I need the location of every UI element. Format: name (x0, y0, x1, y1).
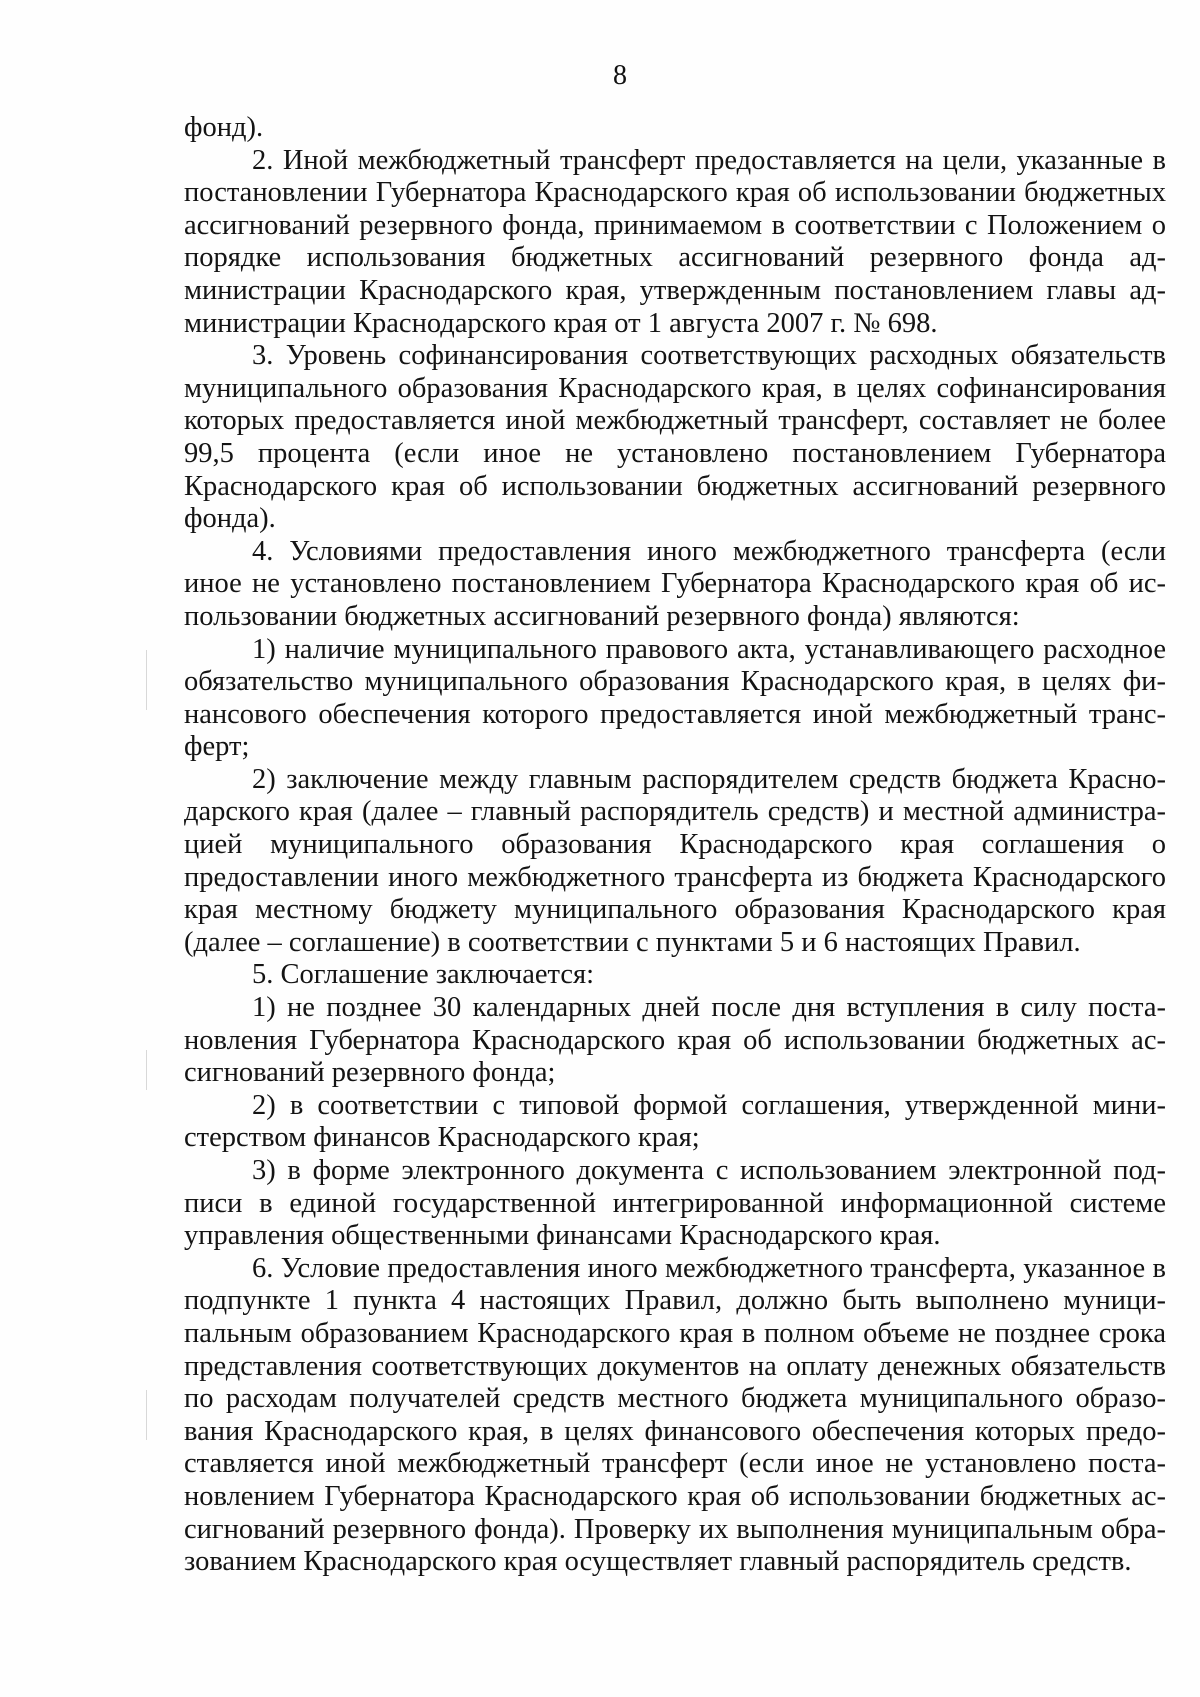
paragraph-item-3: 3. Уровень софинансирования соответствующих расходных обязательств муниципального образования Краснодарского края, в целях софинансирования которых предоставляется иной межбюджетный трансферт, составляет не более 99,5 процента (если иное не установлено постановлением Губернатора Краснодарского края об использовании бюджетных ассигнований резервного фонда). (184, 340, 1166, 535)
subparagraph-5-2: 2) в соответствии с типовой формой соглашения, утвержденной министерством финансов Краснодарского края; (184, 1089, 1166, 1154)
paragraph-item-6: 6. Условие предоставления иного межбюджетного трансферта, указанное в подпункте 1 пункта 4 настоящих Правил, должно быть выполнено муниципальным образованием Краснодарского края в полном объеме не позднее срока представления соответствующих документов на оплату денежных обязательств по расходам получателей средств местного бюджета муниципального образования Краснодарского края, в целях финансового обеспечения которых предоставляется иной межбюджетный трансферт (если иное не установлено постановлением Губернатора Краснодарского края об использовании бюджетных ассигнований резервного фонда). Проверку их выполнения муниципальным образованием Краснодарского края осуществляет главный распорядитель средств. (184, 1252, 1166, 1578)
page-number: 8 (613, 60, 627, 91)
scan-artifact-line (146, 1050, 147, 1090)
scan-artifact-line (146, 650, 147, 710)
subparagraph-4-1: 1) наличие муниципального правового акта, устанавливающего расходное обязательство муниципального образования Краснодарского края, в целях финансового обеспечения которого предоставляется иной межбюджетный трансферт; (184, 633, 1166, 763)
paragraph-item-5: 5. Соглашение заключается: (252, 959, 595, 991)
subparagraph-5-1: 1) не позднее 30 календарных дней после дня вступления в силу постановления Губернатора Краснодарского края об использовании бюджетных ассигнований резервного фонда; (184, 992, 1166, 1089)
subparagraph-5-3: 3) в форме электронного документа с использованием электронной подписи в единой государственной интегрированной информационной системе управления общественными финансами Краснодарского края. (184, 1155, 1166, 1252)
paragraph-continuation: фонд). (184, 112, 264, 143)
paragraph-item-4: 4. Условиями предоставления иного межбюджетного трансферта (если иное не установлено постановлением Губернатора Краснодарского края об использовании бюджетных ассигнований резервного фонда) являются: (184, 535, 1166, 632)
document-body (184, 112, 1166, 1579)
paragraph-item-2: 2. Иной межбюджетный трансферт предоставляется на цели, указанные в постановлении Губернатора Краснодарского края об использовании бюджетных ассигнований резервного фонда, принимаемом в соответствии с Положением о порядке использования бюджетных ассигнований резервного фонда администрации Краснодарского края, утвержденным постановлением главы администрации Краснодарского края от 1 августа 2007 г. № 698. (184, 144, 1166, 339)
scan-artifact-line (146, 1390, 147, 1440)
subparagraph-4-2: 2) заключение между главным распорядителем средств бюджета Краснодарского края (далее – главный распорядитель средств) и местной администрацией муниципального образования Краснодарского края соглашения о предоставлении иного межбюджетного трансферта из бюджета Краснодарского края местному бюджету муниципального образования Краснодарского края (далее – соглашение) в соответствии с пунктами 5 и 6 настоящих Правил. (184, 763, 1166, 958)
